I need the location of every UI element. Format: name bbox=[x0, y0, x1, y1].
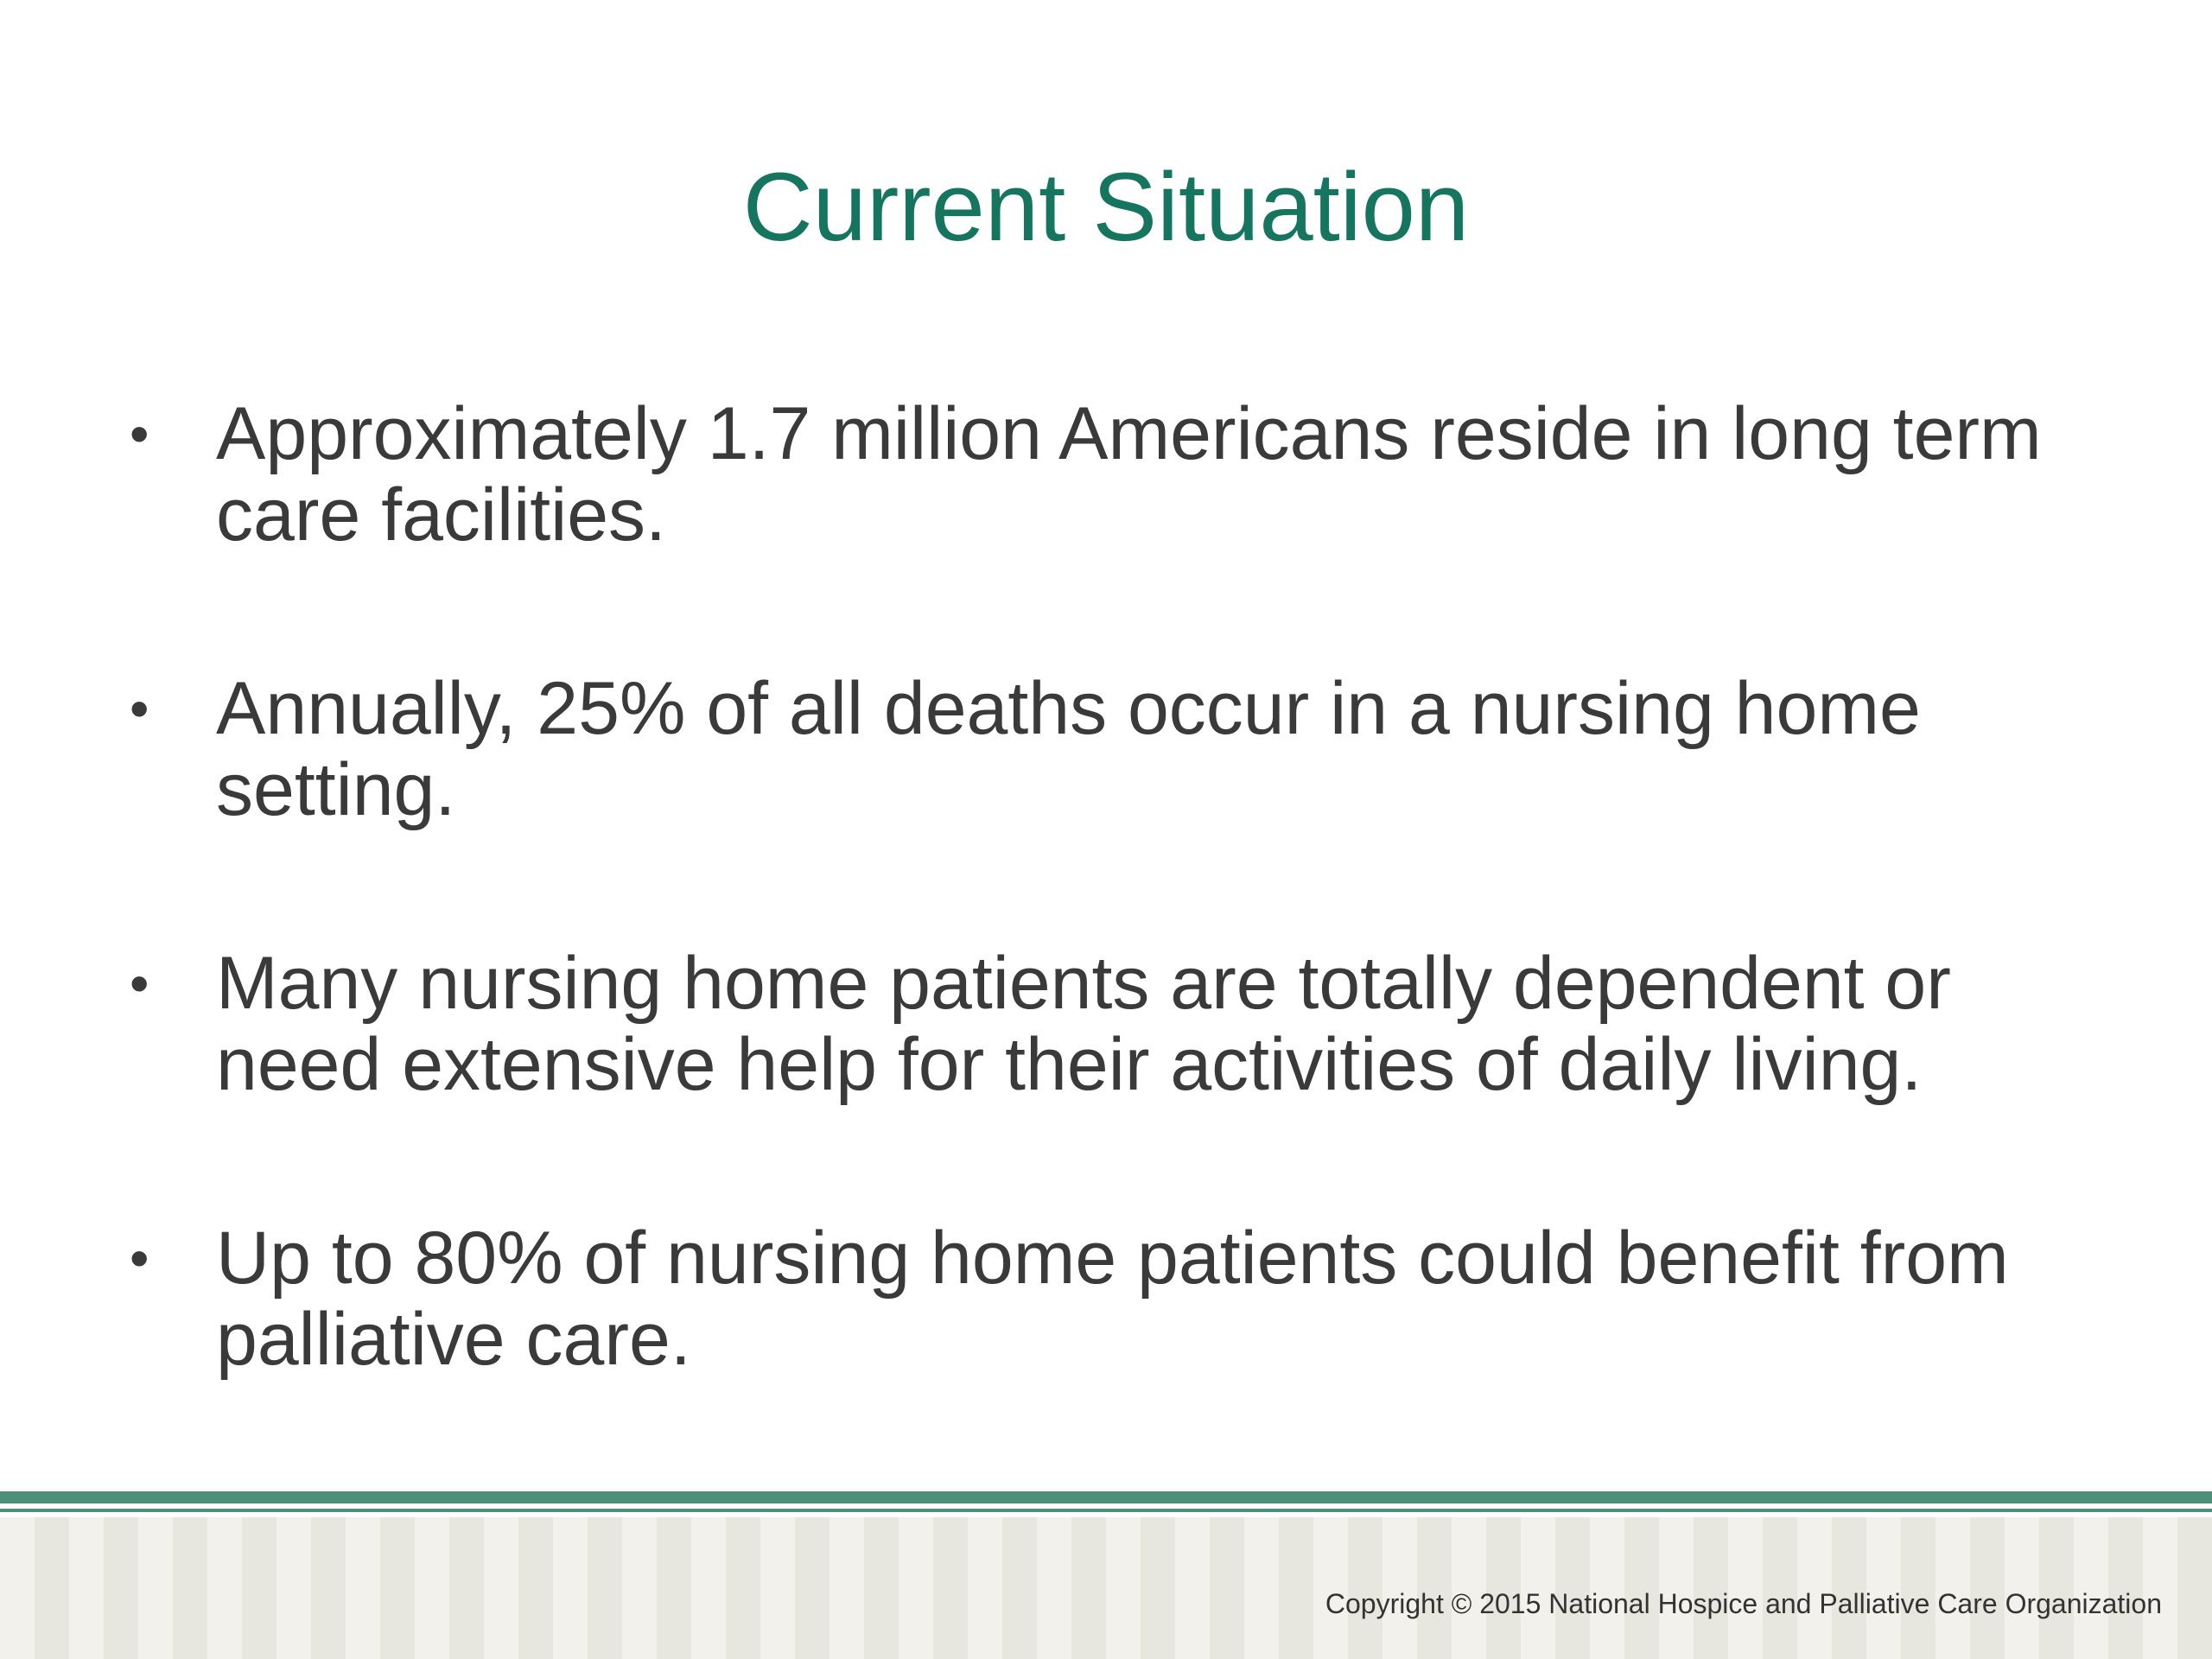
copyright-notice: Copyright © 2015 National Hospice and Palliative Care Organization bbox=[1325, 1588, 2162, 1619]
footer-divider bbox=[0, 1491, 2212, 1503]
bullet-list bbox=[130, 393, 2082, 1492]
bullet-text: Many nursing home patients are totally dependent or need extensive help for their activities of daily living. bbox=[216, 942, 1951, 1106]
bullet-dot-icon: • bbox=[130, 1227, 149, 1289]
footer-divider-thin bbox=[0, 1509, 2212, 1512]
bullet-text: Up to 80% of nursing home patients could benefit from palliative care. bbox=[216, 1217, 2009, 1381]
bullet-dot-icon: • bbox=[130, 403, 149, 465]
bullet-item bbox=[130, 1217, 2082, 1380]
bullet-dot-icon: • bbox=[130, 677, 149, 740]
bullet-item bbox=[130, 393, 2082, 556]
bullet-text: Annually, 25% of all deaths occur in a nursing home setting. bbox=[216, 667, 1921, 831]
slide-title: Current Situation bbox=[742, 153, 1470, 261]
bullet-item bbox=[130, 943, 2082, 1105]
footer bbox=[0, 1491, 2212, 1659]
bullet-item bbox=[130, 668, 2082, 830]
bullet-dot-icon: • bbox=[130, 952, 149, 1014]
bullet-text: Approximately 1.7 million Americans reside in long term care facilities. bbox=[216, 392, 2042, 556]
